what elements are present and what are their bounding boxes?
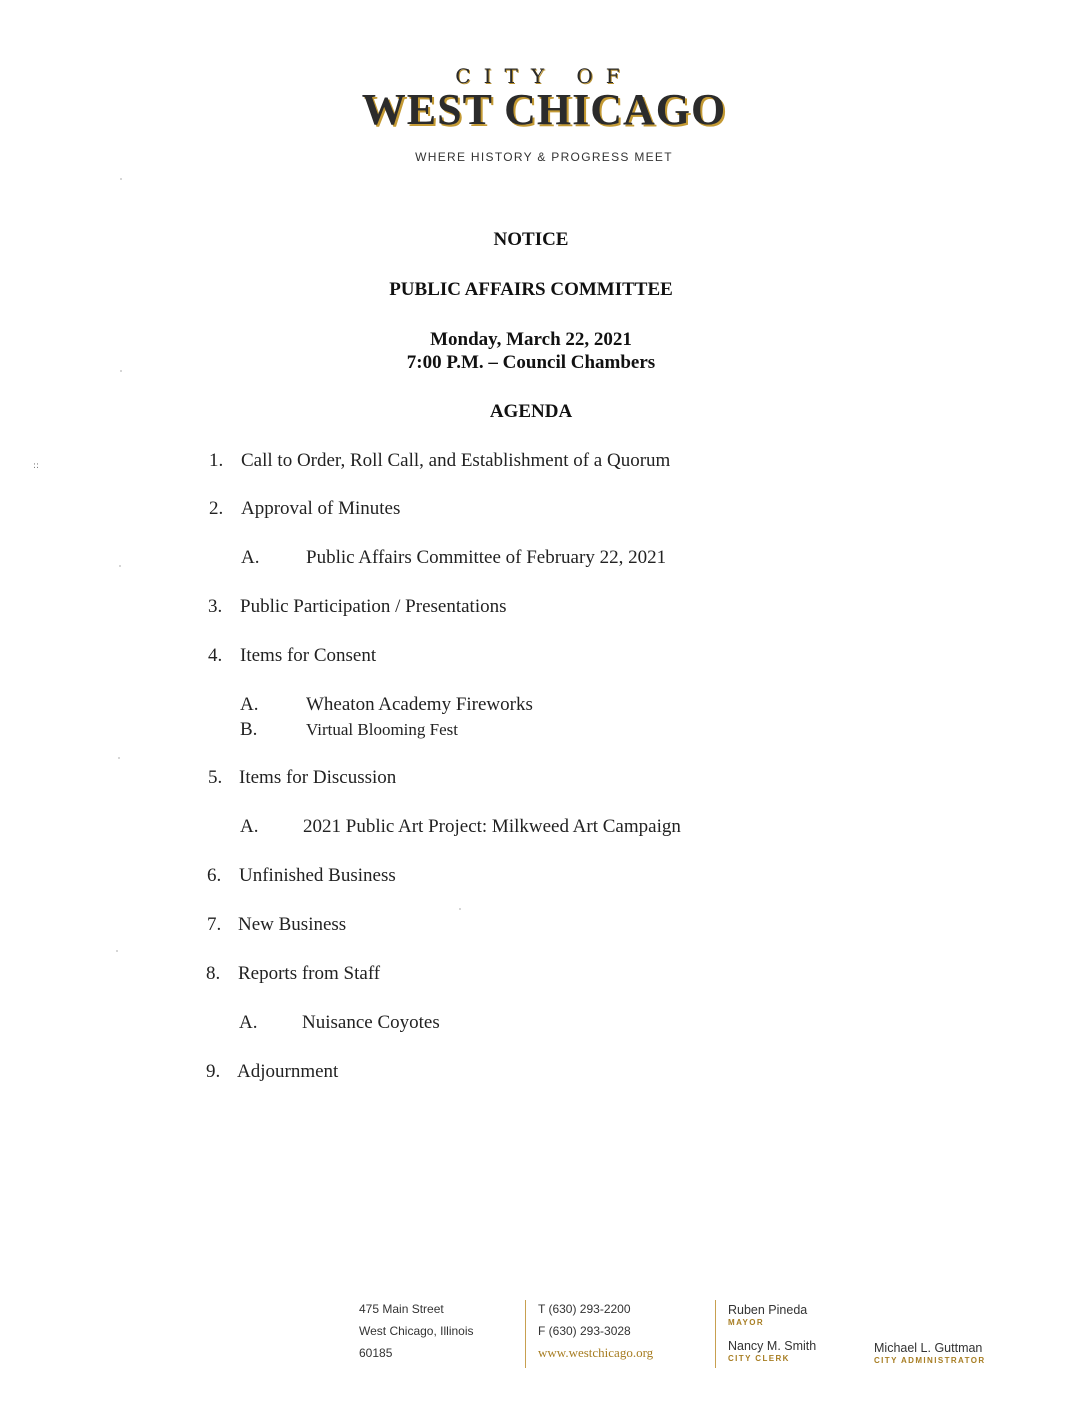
agenda-item-number: 3. <box>208 596 223 617</box>
logo-city-of: CITY OF <box>455 64 633 88</box>
agenda-subitem-text: Nuisance Coyotes <box>302 1012 440 1033</box>
scan-speck <box>116 950 118 952</box>
scan-speck <box>459 908 461 910</box>
footer-website-link[interactable]: www.westchicago.org <box>538 1345 654 1360</box>
agenda-subitem-letter: A. <box>240 694 259 715</box>
footer-address-street: 475 Main Street <box>359 1302 444 1316</box>
clerk-role: CITY CLERK <box>728 1354 790 1363</box>
agenda-item-number: 2. <box>209 498 224 519</box>
scan-speck <box>120 370 122 372</box>
footer-officials <box>728 1302 816 1364</box>
agenda-subitem-text: Virtual Blooming Fest <box>306 720 458 739</box>
footer-address-city: West Chicago, Illinois <box>359 1324 474 1338</box>
meeting-time-place: 7:00 P.M. – Council Chambers <box>406 352 656 373</box>
committee-name: PUBLIC AFFAIRS COMMITTEE <box>389 279 673 300</box>
mayor-role: MAYOR <box>728 1318 765 1327</box>
footer-address <box>359 1298 474 1364</box>
agenda-item-text: Unfinished Business <box>239 865 396 886</box>
agenda-item-text: Approval of Minutes <box>241 498 401 519</box>
agenda-item-text: New Business <box>238 914 347 935</box>
agenda-subitem-text: 2021 Public Art Project: Milkweed Art Campaign <box>303 816 681 837</box>
agenda-item-number: 4. <box>208 645 223 666</box>
clerk-name: Nancy M. Smith <box>728 1339 817 1353</box>
agenda-subitem-letter: A. <box>240 816 259 837</box>
mayor-name: Ruben Pineda <box>728 1303 808 1317</box>
agenda-item-number: 8. <box>206 963 221 984</box>
footer-contact <box>538 1298 653 1364</box>
meeting-date: Monday, March 22, 2021 <box>430 329 632 350</box>
letterhead-tagline: WHERE HISTORY & PROGRESS MEET <box>415 150 673 164</box>
agenda-subitem-letter: A. <box>239 1012 258 1033</box>
agenda-subitem-text: Public Affairs Committee of February 22, 2021 <box>306 547 667 568</box>
agenda-item-text: Items for Discussion <box>239 767 397 788</box>
scan-mark-icon: :: <box>33 461 40 471</box>
scan-speck <box>118 757 120 759</box>
agenda-item-text: Adjournment <box>237 1061 339 1082</box>
footer-fax: F (630) 293-3028 <box>538 1324 631 1338</box>
agenda-item-number: 5. <box>208 767 223 788</box>
agenda-item-text: Public Participation / Presentations <box>240 596 507 617</box>
footer-divider <box>715 1300 716 1368</box>
logo-city-name: WEST CHICAGO <box>361 85 727 134</box>
agenda-item-text: Items for Consent <box>240 645 377 666</box>
agenda-item-number: 6. <box>207 865 222 886</box>
agenda-item-text: Reports from Staff <box>238 963 381 984</box>
footer-phone: T (630) 293-2200 <box>538 1302 631 1316</box>
agenda-subitem-letter: A. <box>241 547 260 568</box>
footer-administrator <box>874 1340 986 1366</box>
agenda-subitem-letter: B. <box>240 719 258 740</box>
scan-speck <box>119 565 121 567</box>
notice-title: NOTICE <box>493 229 569 250</box>
administrator-role: CITY ADMINISTRATOR <box>874 1356 986 1365</box>
agenda-item-number: 9. <box>206 1061 221 1082</box>
agenda-item-number: 7. <box>207 914 222 935</box>
agenda-item-number: 1. <box>209 450 224 471</box>
agenda-heading: AGENDA <box>489 401 573 422</box>
agenda-subitem-text: Wheaton Academy Fireworks <box>306 694 533 715</box>
agenda-item-text: Call to Order, Roll Call, and Establishment of a Quorum <box>241 450 671 471</box>
footer-address-zip: 60185 <box>359 1346 393 1360</box>
footer-divider <box>525 1300 526 1368</box>
scan-speck <box>120 178 122 180</box>
administrator-name: Michael L. Guttman <box>874 1341 983 1355</box>
